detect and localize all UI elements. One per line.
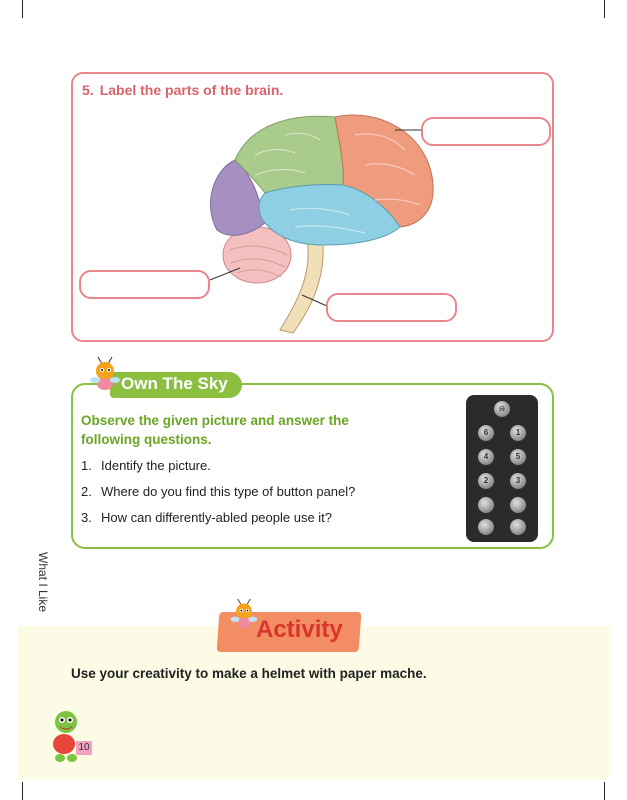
bee-mascot-icon [229,596,259,632]
panel-button: 4 [478,449,494,465]
page-number: 10 [76,741,92,755]
panel-button: 6 [478,425,494,441]
turtle-mascot-icon [48,708,82,764]
list-item: 2. Where do you find this type of button panel? [81,484,356,499]
panel-button: 5 [510,449,526,465]
activity-title: Activity [256,616,343,643]
bell-button-icon: ⍾ [494,401,510,417]
own-the-sky-title: Own The Sky [121,374,228,393]
list-item: 3. How can differently-abled people use it? [81,510,333,525]
own-the-sky-instruction: Observe the given picture and answer the following questions. [81,413,349,447]
question-text: Label the parts of the brain. [99,82,284,98]
side-chapter-label: What I Like [36,552,50,613]
list-item: 1. Identify the picture. [81,458,211,473]
question-number: 5. [82,82,94,98]
panel-button: 2 [478,473,494,489]
panel-button: 3 [510,473,526,489]
activity-instruction: Use your creativity to make a helmet with paper mache. [71,666,427,681]
panel-button: 1 [510,425,526,441]
